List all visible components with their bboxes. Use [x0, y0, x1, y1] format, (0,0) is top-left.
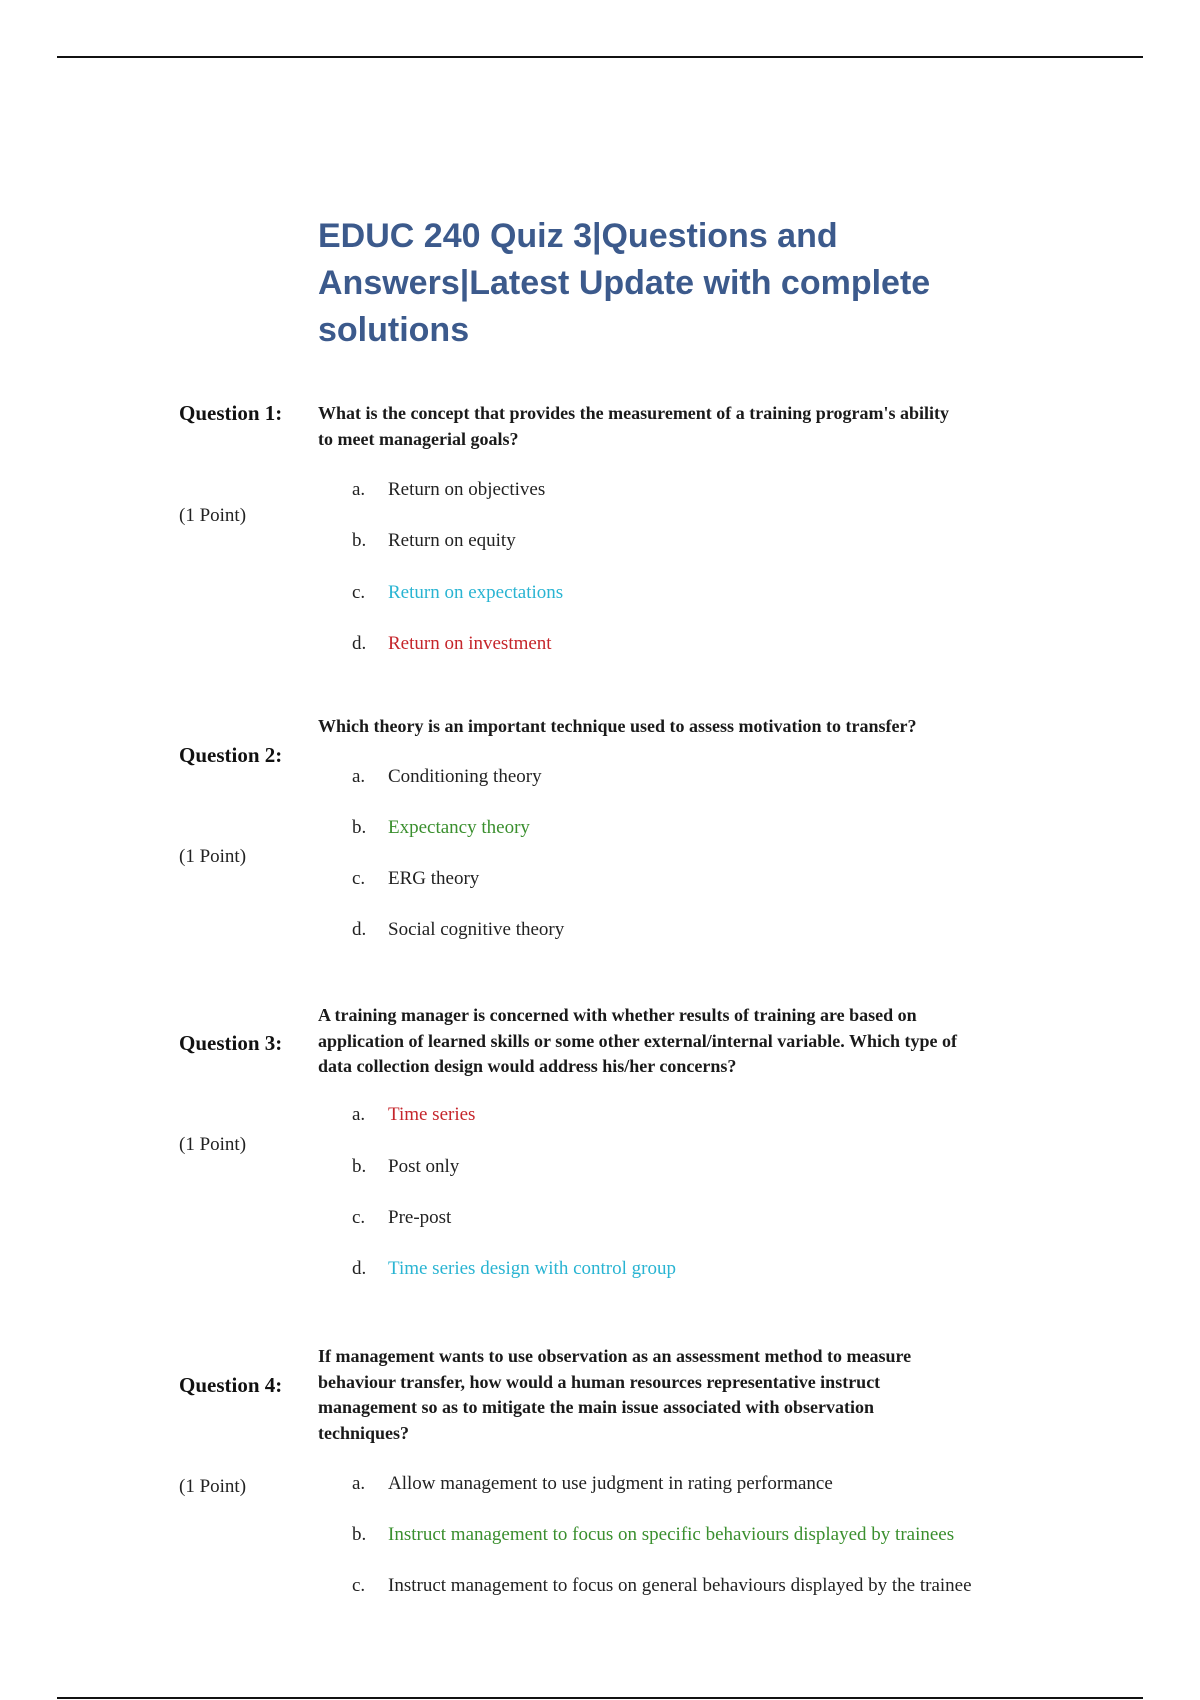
question-label: Question 1:: [179, 401, 283, 425]
question-text: [318, 1344, 1018, 1446]
question-text-line: application of learned skills or some other external/internal variable. Which type of: [318, 1030, 957, 1051]
question-text-line: to meet managerial goals?: [318, 428, 519, 449]
question-text-line: behaviour transfer, how would a human resources representative instruct: [318, 1371, 881, 1392]
question-points: (1 Point): [179, 1134, 247, 1155]
title-line: solutions: [318, 311, 470, 349]
question-label: Question 4:: [179, 1373, 283, 1397]
question-text-line: Which theory is an important technique used to assess motivation to transfer?: [318, 716, 917, 736]
question-text: [318, 714, 1018, 740]
question-label: Question 3:: [179, 1031, 283, 1055]
title-line: Answers|Latest Update with complete: [318, 264, 931, 302]
question-points: (1 Point): [179, 505, 247, 526]
title-line: EDUC 240 Quiz 3|Questions and: [318, 217, 838, 255]
question-text: [318, 401, 1018, 452]
question-label: Question 2:: [179, 743, 283, 767]
question-text-line: A training manager is concerned with whether results of training are based on: [318, 1005, 917, 1025]
top-rule: [57, 56, 1143, 58]
bottom-rule: [57, 1697, 1143, 1699]
question-points: (1 Point): [179, 846, 247, 867]
question-text-line: techniques?: [318, 1422, 410, 1443]
question-text-line: What is the concept that provides the measurement of a training program's ability: [318, 403, 949, 423]
question-text-line: management so as to mitigate the main issue associated with observation: [318, 1397, 874, 1417]
question-text-line: If management wants to use observation as an assessment method to measure: [318, 1346, 912, 1366]
question-text: [318, 1003, 1018, 1080]
question-text-line: data collection design would address his/her concerns?: [318, 1056, 737, 1076]
document-title: [318, 213, 1038, 354]
question-points: (1 Point): [179, 1476, 247, 1497]
